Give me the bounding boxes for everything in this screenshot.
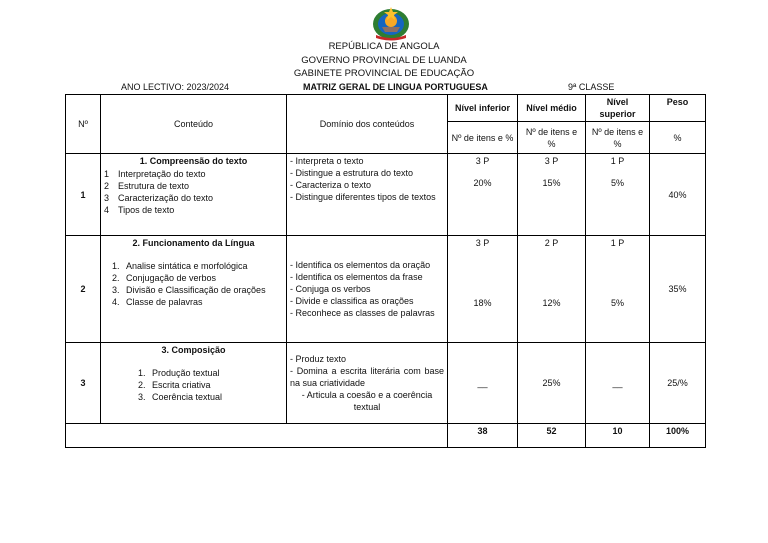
document-title: MATRIZ GERAL DE LINGUA PORTUGUESA [303,82,488,92]
domain-item: - Distingue diferentes tipos de textos [290,192,436,202]
list-item: 1. Produção textual [138,368,220,378]
list-item: 4 Tipos de texto [104,205,175,215]
content-title: 2. Funcionamento da Língua [132,238,255,248]
content-title: 3. Composição [161,345,226,355]
medio-cell: 3 P 15% [518,154,586,236]
row-number: 3 [66,343,101,424]
total-inferior: 38 [448,424,518,448]
items-medio-label: Nº de itens e % [518,122,586,154]
total-weight: 100% [650,424,706,448]
table-row [66,343,706,424]
domain-item: - Distingue a estrutura do texto [290,168,414,178]
row-number: 2 [66,236,101,343]
inferior-cell: 3 P 18% [448,236,518,343]
row-number: 1 [66,154,101,236]
items-superior-label: Nº de itens e % [586,122,650,154]
table-row [66,236,706,343]
domain-item: - Divide e classifica as orações [290,296,414,306]
list-item: 2 Estrutura de texto [104,181,190,191]
superior-cell: 1 P 5% [586,236,650,343]
domain-cell [287,343,448,424]
header-level-inferior: Nível inferior [448,95,518,122]
table-row [66,154,706,236]
domain-item: - Identifica os elementos da frase [290,272,423,282]
domain-item: - Domina a escrita literária com base na sua criatividade [290,366,444,388]
header-government: GOVERNO PROVINCIAL DE LUANDA [301,55,467,66]
inferior-cell: 3 P 20% [448,154,518,236]
domain-item: - Articula a coesão e a coerência textual [301,390,433,412]
domain-item: - Caracteriza o texto [290,180,372,190]
list-item: 3. Divisão e Classificação de orações [112,285,266,295]
domain-item: - Reconhece as classes de palavras [290,308,435,318]
school-year: ANO LECTIVO: 2023/2024 [121,82,230,92]
content-list [104,168,283,216]
list-item: 2. Escrita criativa [138,380,211,390]
list-item: 2. Conjugação de verbos [112,273,217,283]
domain-item: - Interpreta o texto [290,156,364,166]
total-superior: 10 [586,424,650,448]
weight-percent-label: % [650,122,706,154]
header-content: Conteúdo [101,95,287,154]
list-item: 1. Analise sintática e morfológica [112,261,248,271]
content-cell [101,154,287,236]
content-cell [101,236,287,343]
header-weight: Peso [650,95,706,122]
totals-row [66,424,706,448]
content-list [104,260,283,308]
header-number: Nº [66,95,101,154]
list-item: 3 Caracterização do texto [104,193,214,203]
list-item: 3. Coerência textual [138,392,223,402]
table-header-row [66,95,706,122]
header-office: GABINETE PROVINCIAL DE EDUCAÇÃO [293,68,475,79]
domain-item: - Produz texto [290,354,347,364]
list-item: 1 Interpretação do texto [104,169,206,179]
domain-cell [287,236,448,343]
angola-emblem-icon [370,5,412,41]
medio-cell: 2 P 12% [518,236,586,343]
matrix-table [65,94,706,448]
items-inferior-label: Nº de itens e % [448,122,518,154]
weight-cell: 25/% [650,343,706,424]
header-domain: Domínio dos conteúdos [287,95,448,154]
weight-cell: 35% [650,236,706,343]
medio-cell: 25% [518,343,586,424]
domain-cell [287,154,448,236]
header-level-medio: Nível médio [518,95,586,122]
domain-item: - Conjuga os verbos [290,284,371,294]
totals-empty-cell [66,424,448,448]
inferior-cell: __ [448,343,518,424]
weight-cell: 40% [650,154,706,236]
class-label: 9ª CLASSE [568,82,615,92]
header-republic: REPÚBLICA DE ANGOLA [328,41,440,52]
total-medio: 52 [518,424,586,448]
content-list [104,367,283,403]
content-title: 1. Compreensão do texto [139,156,248,166]
header-level-superior: Nível superior [586,95,650,122]
domain-item: - Identifica os elementos da oração [290,260,431,270]
superior-cell: __ [586,343,650,424]
list-item: 4. Classe de palavras [112,297,203,307]
content-cell [101,343,287,424]
superior-cell: 1 P 5% [586,154,650,236]
